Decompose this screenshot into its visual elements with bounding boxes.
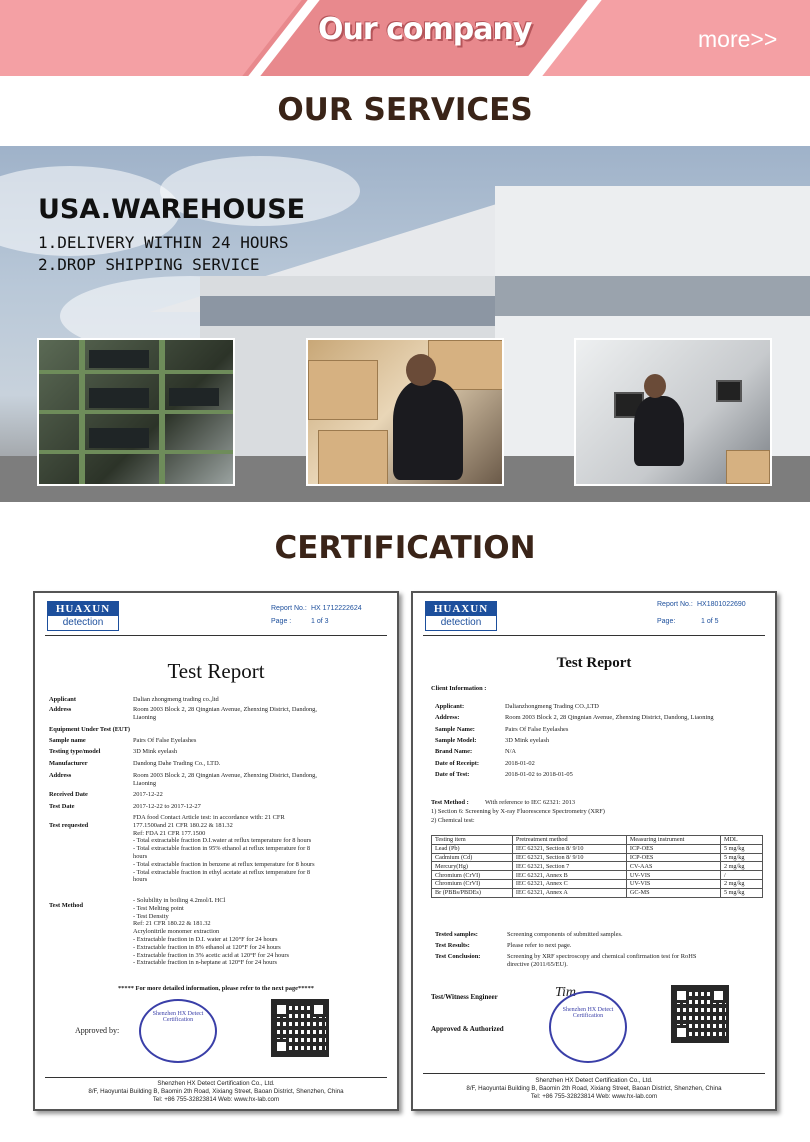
office-worker-photo [574,338,772,486]
test-requested-line: - Total extractable fraction in ethyl acetate at reflux temperature for 8 [133,868,311,876]
report-footer-2: 8/F, Haoyuntai Building B, Baomin 2th Road, Xixiang Street, Baoan District, Shenzhen, China [88,1088,344,1095]
field-label: Testing type/model [49,748,101,755]
test-method-line: - Test Density [133,912,169,920]
approved-authorized-label: Approved & Authorized [431,1025,504,1033]
test-report-document-1 [33,591,399,1111]
company-banner [0,0,810,76]
page-label: Page : [271,618,292,625]
engineer-signature: Tim [555,985,577,1000]
table-cell: IEC 62321, Section 8/ 9/10 [512,844,626,853]
table-cell: 5 mg/kg [720,844,762,853]
field-value: Room 2003 Block 2, 28 Qingnian Avenue, Zhenxing District, Dandong, [133,772,317,779]
warehouse-feature-1: 1.DELIVERY WITHIN 24 HOURS [38,233,289,252]
certification-stamp: Shenzhen HX Detect Certification [549,991,627,1063]
report-title: Test Report [167,659,265,683]
huaxun-logo: HUAXUN detection [47,601,119,631]
table-header-cell: Measuring instrument [626,836,720,845]
field-label: Applicant: [435,703,465,710]
field-value: Liaoning [133,714,157,721]
report-number-label: Report No.: [271,605,307,612]
table-cell: ICP-OES [626,844,720,853]
test-method-line: Acrylonitrile monomer extraction [133,928,220,936]
field-value: Room 2003 Block 2, 28 Qingnian Avenue, Zhenxing District, Dandong, [133,706,317,713]
test-method-line: Ref: 21 CFR 180.22 & 181.32 [133,920,211,928]
table-row [432,844,763,853]
report-footer-3: Tel: +86 755-32823814 Web: www.hx-lab.com [152,1096,280,1103]
test-method-line: - Extractable fraction in 3% acetic acid at 120°F for 24 hours [133,951,290,959]
test-method-line: - Extractable fraction in n-heptane at 120°F for 24 hours [133,959,277,967]
test-requested-line: hours [133,853,148,860]
test-method-line: - Extractable fraction in 8% ethanol at 120°F for 24 hours [133,943,281,951]
report-footer-1: Shenzhen HX Detect Certification Co., Ltd. [535,1077,653,1084]
test-requested-line: - Total extractable fraction in 95% ethanol at reflux temperature for 8 [133,845,311,853]
summary-value: Please refer to next page. [507,942,572,949]
field-label: Address [49,706,72,713]
table-cell: GC-MS [626,888,720,897]
warehouse-photo [0,146,810,502]
table-cell: / [720,871,762,880]
test-method-reference: With reference to IEC 62321: 2013 [485,799,576,806]
summary-value: directive (2011/65/EU). [507,961,568,968]
table-cell: Cadmium (Cd) [432,853,513,862]
table-row [432,888,763,897]
summary-label: Tested samples: [435,931,478,938]
warehouse-feature-2: 2.DROP SHIPPING SERVICE [38,255,260,274]
test-method-label: Test Method [49,902,84,909]
test-method-label: Test Method : [431,799,469,806]
field-value: Liaoning [133,780,157,787]
section-title-certification: CERTIFICATION [274,530,536,566]
our-company-heading: Our company [318,12,532,47]
test-method-line-2: 2) Chemical test: [431,817,475,824]
test-items-table [431,835,763,898]
field-label: Brand Name: [435,748,473,756]
table-header-cell: MDL [720,836,762,845]
table-row [432,853,763,862]
approved-by-label: Approved by: [75,1026,120,1035]
table-cell: Lead (Pb) [432,844,513,853]
summary-value: Screening components of submitted samples. [507,931,623,938]
table-header-cell: Pretreatment method [512,836,626,845]
report-number: HX1801022690 [697,601,746,608]
report-title: Test Report [556,655,632,671]
table-cell: IEC 62321, Annex B [512,871,626,880]
field-label: Address [49,772,72,779]
qr-code [671,985,729,1043]
test-requested-line: - Total extractable fraction D.I.water at reflux temperature for 8 hours [133,837,312,845]
table-cell: IEC 62321, Section 8/ 9/10 [512,853,626,862]
test-requested-line: Ref: FDA 21 CFR 177.1500 [133,829,206,837]
test-requested-line: 177.1500and 21 CFR 180.22 & 181.32 [133,821,233,829]
field-value: 2017-12-22 [133,791,163,798]
report-number: HX 1712222624 [311,605,362,612]
report-footer-2: 8/F, Haoyuntai Building B, Baomin 2th Road, Xixiang Street, Baoan District, Shenzhen, China [466,1085,722,1092]
more-info-note: ***** For more detailed information, please refer to the next page***** [117,985,314,992]
field-value: Pairs Of False Eyelashes [505,725,569,733]
field-label: Date of Test: [435,770,470,778]
field-label: Sample Name: [435,725,475,733]
test-requested-line: hours [133,876,148,884]
table-cell: Chromium (CrVI) [432,879,513,888]
test-requested-line: FDA food Contact Article test: in accordance with: 21 CFR [133,814,285,821]
page-number: 1 of 3 [311,618,329,625]
page-number: 1 of 5 [701,618,719,625]
table-cell: CV-AAS [626,862,720,871]
field-label: Applicant [49,696,76,703]
table-cell: Mercury(Hg) [432,862,513,871]
summary-value: Screening by XRF spectroscopy and chemical confirmation test for RoHS [507,953,697,960]
certification-stamp: Shenzhen HX Detect Certification [139,999,217,1063]
test-report-document-2 [411,591,777,1111]
field-value: 3D Mink eyelash [505,736,550,744]
field-value: Dalian zhongmeng trading co.,ltd [133,696,219,703]
test-method-line: - Test Melting point [133,904,184,912]
qr-code [271,999,329,1057]
field-label: Sample Model: [435,736,477,744]
table-cell: 5 mg/kg [720,853,762,862]
test-method-line: - Extractable fraction in D.I. water at 120°F for 24 hours [133,936,278,943]
field-value: 3D Mink eyelash [133,748,178,755]
report-footer-3: Tel: +86 755-32823814 Web: www.hx-lab.com [530,1093,658,1100]
field-value: Dalianzhongmeng Trading CO.,LTD [505,703,599,710]
field-value: Dandong Dahe Trading Co., LTD. [133,760,221,767]
field-value: N/A [505,748,517,756]
warehouse-shelves-photo [37,338,235,486]
field-label: Date of Receipt: [435,759,480,767]
table-row [432,871,763,880]
field-value: Room 2003 Block 2, 28 Qingnian Avenue, Zhenxing District, Dandong, Liaoning [505,714,714,722]
summary-label: Test Results: [435,942,470,949]
huaxun-logo: HUAXUN detection [425,601,497,631]
field-label: Sample name [49,737,86,744]
test-method-line: - Solubility in boiling 4.2mol/L HCl [133,897,226,904]
table-cell: IEC 62321, Annex C [512,879,626,888]
table-row [432,862,763,871]
warehouse-title: USA.WAREHOUSE [38,194,306,225]
field-value: Pairs Of False Eyelashes [133,737,197,744]
field-value: 2018-01-02 [505,759,535,767]
field-label: Received Date [49,791,88,798]
report-number-label: Report No.: [657,601,693,608]
field-label: Manufacturer [49,760,88,767]
table-cell: IEC 62321, Annex A [512,888,626,897]
test-requested-line: - Total extractable fraction in benzene at reflux temperature for 8 hours [133,860,315,868]
test-engineer-label: Test/Witness Engineer [431,993,498,1001]
table-row [432,879,763,888]
report-footer-1: Shenzhen HX Detect Certification Co., Ltd. [157,1080,275,1087]
table-cell: Chromium (CrVI) [432,871,513,880]
field-value: 2018-01-02 to 2018-01-05 [505,770,573,778]
field-label: Test Date [49,803,75,810]
table-header-cell: Testing item [432,836,513,845]
table-cell: Br (PBBs/PBDEs) [432,888,513,897]
table-cell: ICP-OES [626,853,720,862]
client-info-label: Client Information : [431,685,487,692]
table-cell: 2 mg/kg [720,862,762,871]
table-cell: 2 mg/kg [720,879,762,888]
section-title-services: OUR SERVICES [277,92,533,128]
field-label: Address: [435,714,460,722]
packing-worker-photo [306,338,504,486]
table-cell: 5 mg/kg [720,888,762,897]
table-cell: IEC 62321, Section 7 [512,862,626,871]
table-cell: UV-VIS [626,879,720,888]
table-header-row [432,836,763,845]
table-cell: UV-VIS [626,871,720,880]
summary-label: Test Conclusion: [435,953,481,960]
test-method-line-1: 1) Section 6: Screening by X-ray Fluorescence Spectrometry (XRF) [431,808,605,815]
more-link[interactable]: more>> [698,26,778,52]
field-label: Equipment Under Test (EUT) [49,726,131,733]
field-value: 2017-12-22 to 2017-12-27 [133,803,201,810]
page-label: Page: [657,618,676,625]
test-requested-label: Test requested [49,822,89,829]
